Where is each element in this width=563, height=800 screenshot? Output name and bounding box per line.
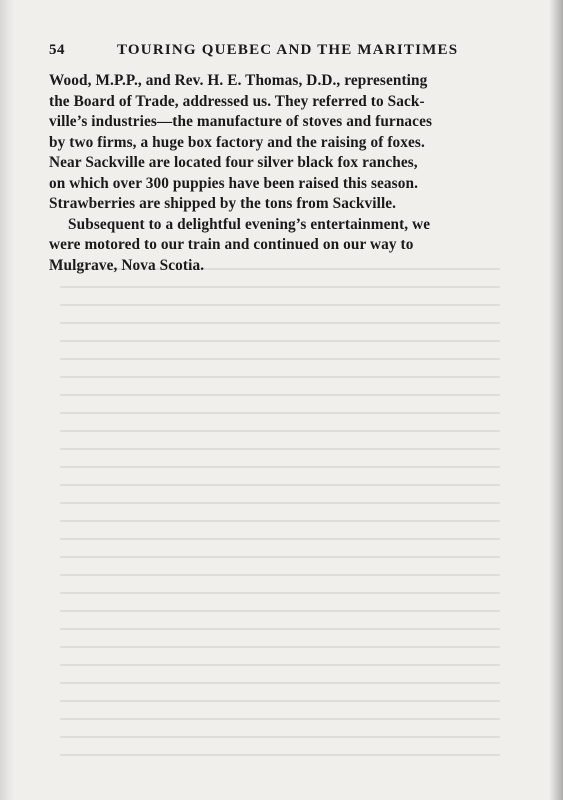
running-title: TOURING QUEBEC AND THE MARITIMES	[117, 42, 459, 58]
text-line: Strawberries are shipped by the tons from Sackville.	[49, 195, 397, 212]
running-head	[49, 42, 499, 64]
text-line: by two firms, a huge box factory and the raising of foxes.	[49, 133, 425, 151]
text-line: Wood, M.P.P., and Rev. H. E. Thomas, D.D., representing	[49, 72, 428, 89]
text-line: Near Sackville are located four silver black fox ranches,	[49, 154, 418, 171]
page-number: 54	[49, 42, 65, 58]
text-line: were motored to our train and continued on our way to	[49, 236, 414, 253]
show-through-texture	[60, 268, 500, 788]
text-line: Mulgrave, Nova Scotia.	[49, 256, 205, 274]
text-line-paragraph-start: Subsequent to a delightful evening’s entertainment, we	[68, 215, 431, 233]
body-text	[49, 71, 503, 276]
text-line: the Board of Trade, addressed us. They referred to Sack-	[49, 92, 425, 110]
text-line: on which over 300 puppies have been raised this season.	[49, 174, 418, 192]
text-line: ville’s industries—the manufacture of stoves and furnaces	[49, 113, 433, 130]
